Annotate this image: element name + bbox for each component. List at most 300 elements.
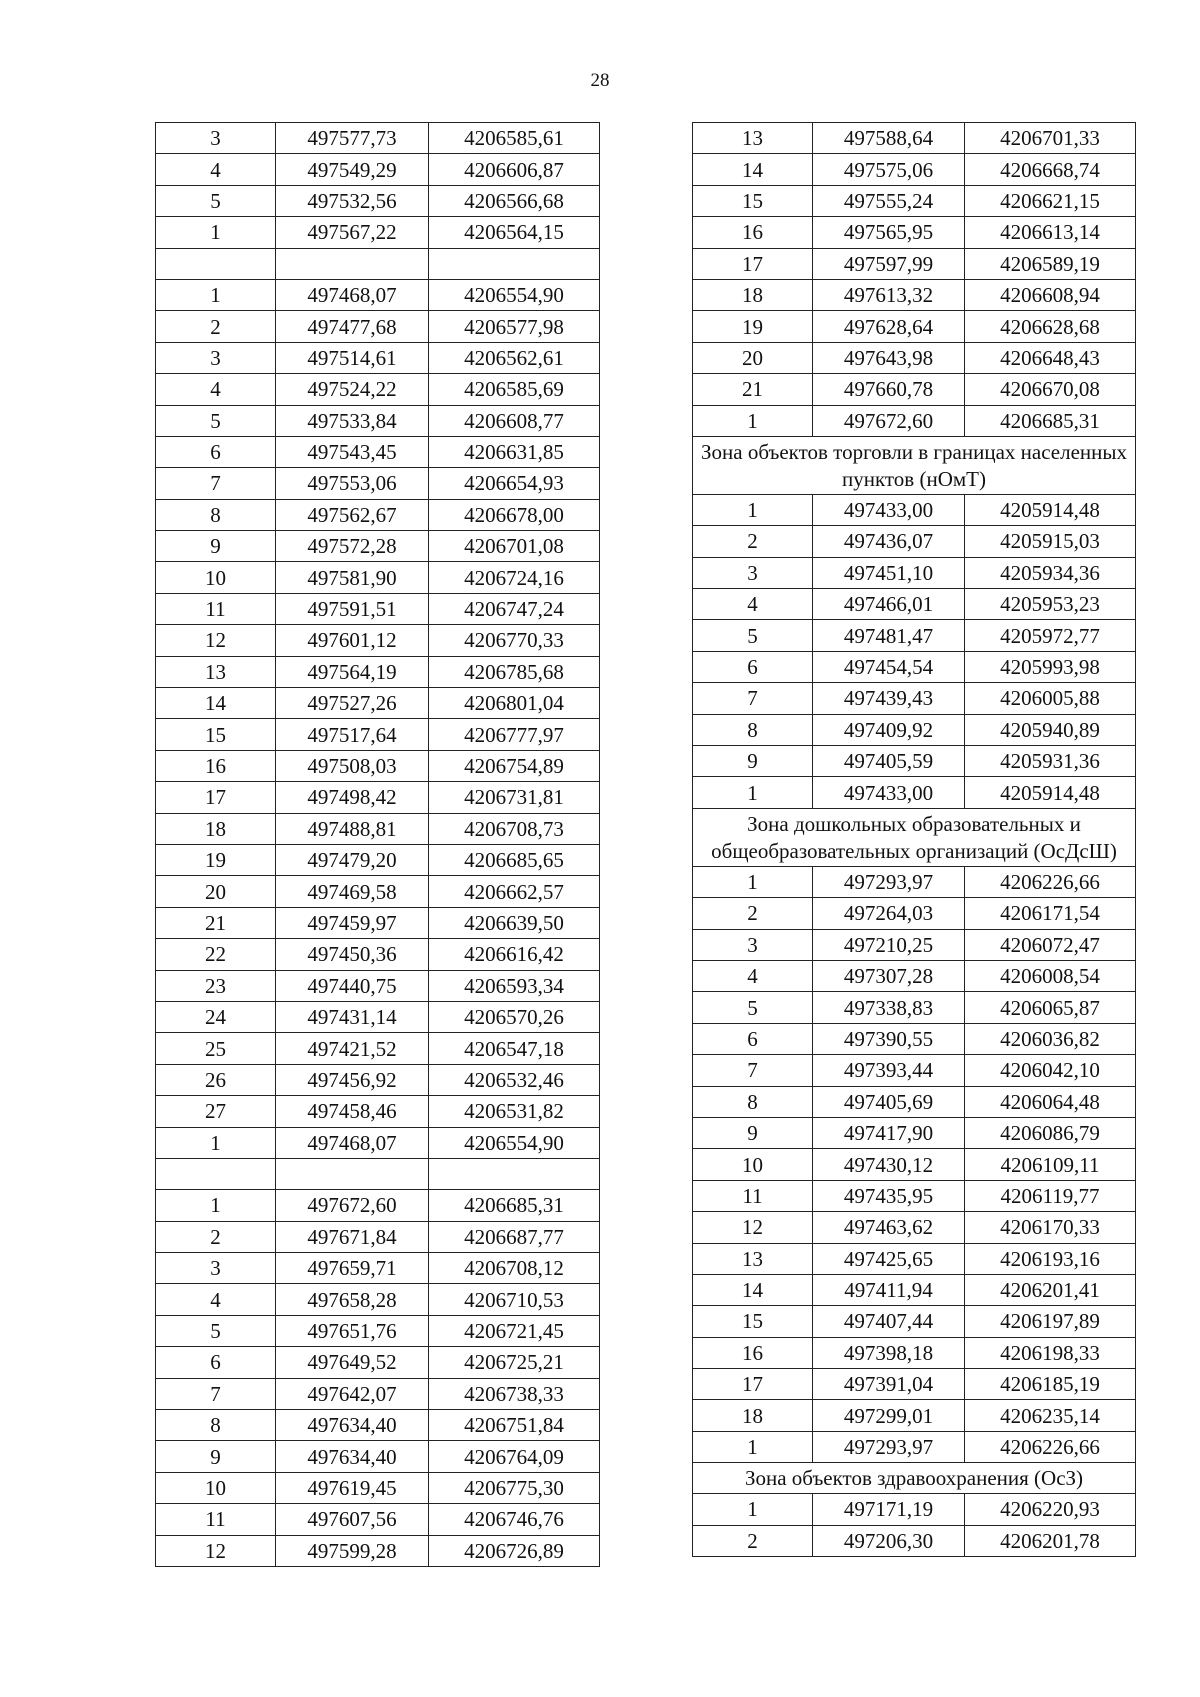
y-coordinate-cell: 4206198,33: [965, 1337, 1136, 1368]
table-row: [693, 1086, 1136, 1117]
y-coordinate-cell: 4205931,36: [965, 746, 1136, 777]
page-number: 28: [590, 70, 610, 91]
point-number-cell: 12: [693, 1212, 813, 1243]
y-coordinate-cell: 4206770,33: [429, 625, 600, 656]
x-coordinate-cell: 497660,78: [813, 374, 965, 405]
y-coordinate-cell: 4206639,50: [429, 907, 600, 938]
point-number-cell: 18: [156, 813, 276, 844]
x-coordinate-cell: 497527,26: [276, 688, 429, 719]
y-coordinate-cell: 4206724,16: [429, 562, 600, 593]
table-row: [693, 185, 1136, 216]
point-number-cell: 11: [693, 1180, 813, 1211]
table-row: [693, 1337, 1136, 1368]
y-coordinate-cell: 4206613,14: [965, 217, 1136, 248]
table-row: [156, 844, 600, 875]
point-number-cell: 22: [156, 939, 276, 970]
table-row: [156, 1127, 600, 1158]
y-coordinate-cell: 4206628,68: [965, 311, 1136, 342]
y-coordinate-cell: 4206185,19: [965, 1369, 1136, 1400]
x-coordinate-cell: 497425,65: [813, 1243, 965, 1274]
table-row: [156, 1001, 600, 1032]
y-coordinate-cell: 4206554,90: [429, 1127, 600, 1158]
table-row: [693, 494, 1136, 525]
table-row: [156, 656, 600, 687]
y-coordinate-cell: 4206072,47: [965, 929, 1136, 960]
table-row: [156, 1441, 600, 1472]
x-coordinate-cell: 497466,01: [813, 589, 965, 620]
x-coordinate-cell: 497649,52: [276, 1347, 429, 1378]
table-row: [693, 557, 1136, 588]
x-coordinate-cell: 497299,01: [813, 1400, 965, 1431]
x-coordinate-cell: 497468,07: [276, 1127, 429, 1158]
table-row: [156, 468, 600, 499]
table-row: [156, 750, 600, 781]
point-number-cell: 10: [156, 562, 276, 593]
point-number-cell: 4: [156, 374, 276, 405]
table-row: [693, 123, 1136, 154]
table-row: [156, 970, 600, 1001]
y-coordinate-cell: 4206065,87: [965, 992, 1136, 1023]
point-number-cell: 7: [693, 683, 813, 714]
point-number-cell: 7: [693, 1055, 813, 1086]
x-coordinate-cell: 497553,06: [276, 468, 429, 499]
table-row: [156, 154, 600, 185]
y-coordinate-cell: 4205934,36: [965, 557, 1136, 588]
table-row: [693, 154, 1136, 185]
x-coordinate-cell: 497577,73: [276, 123, 429, 154]
x-coordinate-cell: 497405,69: [813, 1086, 965, 1117]
y-coordinate-cell: 4205914,48: [965, 777, 1136, 808]
x-coordinate-cell: 497458,46: [276, 1096, 429, 1127]
table-row: [156, 1472, 600, 1503]
point-number-cell: 2: [156, 1221, 276, 1252]
coordinates-table-left-body: [156, 123, 600, 1567]
point-number-cell: 20: [156, 876, 276, 907]
point-number-cell: 6: [156, 436, 276, 467]
y-coordinate-cell: 4206201,41: [965, 1274, 1136, 1305]
x-coordinate-cell: 497672,60: [813, 405, 965, 436]
x-coordinate-cell: 497651,76: [276, 1315, 429, 1346]
y-coordinate-cell: 4206662,57: [429, 876, 600, 907]
y-coordinate-cell: 4206801,04: [429, 688, 600, 719]
y-coordinate-cell: 4205940,89: [965, 714, 1136, 745]
point-number-cell: 10: [693, 1149, 813, 1180]
point-number-cell: 3: [156, 1253, 276, 1284]
point-number-cell: 14: [693, 1274, 813, 1305]
point-number-cell: 5: [156, 1315, 276, 1346]
table-row: [156, 311, 600, 342]
point-number-cell: 17: [693, 248, 813, 279]
x-coordinate-cell: 497643,98: [813, 342, 965, 373]
table-row: [693, 777, 1136, 808]
point-number-cell: 9: [156, 1441, 276, 1472]
table-row: [156, 1284, 600, 1315]
table-row: [693, 405, 1136, 436]
point-number-cell: 27: [156, 1096, 276, 1127]
point-number-cell: 1: [693, 494, 813, 525]
table-row: [693, 929, 1136, 960]
y-coordinate-cell: 4206751,84: [429, 1410, 600, 1441]
x-coordinate-cell: 497451,10: [813, 557, 965, 588]
table-row: [156, 625, 600, 656]
y-coordinate-cell: 4205914,48: [965, 494, 1136, 525]
x-coordinate-cell: [276, 1158, 429, 1189]
table-row: [156, 279, 600, 310]
point-number-cell: 5: [156, 405, 276, 436]
y-coordinate-cell: 4206764,09: [429, 1441, 600, 1472]
x-coordinate-cell: 497459,97: [276, 907, 429, 938]
y-coordinate-cell: 4206593,34: [429, 970, 600, 1001]
point-number-cell: 14: [156, 688, 276, 719]
point-number-cell: 16: [156, 750, 276, 781]
table-row: [156, 436, 600, 467]
point-number-cell: 1: [693, 1494, 813, 1525]
x-coordinate-cell: 497628,64: [813, 311, 965, 342]
point-number-cell: [156, 1158, 276, 1189]
y-coordinate-cell: 4206708,12: [429, 1253, 600, 1284]
y-coordinate-cell: 4206785,68: [429, 656, 600, 687]
y-coordinate-cell: 4206008,54: [965, 960, 1136, 991]
x-coordinate-cell: 497469,58: [276, 876, 429, 907]
point-number-cell: 1: [156, 1190, 276, 1221]
table-row: [693, 1306, 1136, 1337]
table-row: [693, 248, 1136, 279]
y-coordinate-cell: 4206685,31: [965, 405, 1136, 436]
table-row: [693, 1212, 1136, 1243]
x-coordinate-cell: 497488,81: [276, 813, 429, 844]
point-number-cell: 3: [693, 929, 813, 960]
y-coordinate-cell: 4206685,65: [429, 844, 600, 875]
point-number-cell: 2: [156, 311, 276, 342]
point-number-cell: 23: [156, 970, 276, 1001]
table-row: [693, 1055, 1136, 1086]
point-number-cell: 13: [693, 1243, 813, 1274]
x-coordinate-cell: 497440,75: [276, 970, 429, 1001]
point-number-cell: 7: [156, 468, 276, 499]
table-row: [156, 562, 600, 593]
point-number-cell: 9: [693, 1117, 813, 1148]
table-row: [156, 782, 600, 813]
x-coordinate-cell: 497468,07: [276, 279, 429, 310]
y-coordinate-cell: 4206746,76: [429, 1504, 600, 1535]
point-number-cell: 2: [693, 526, 813, 557]
y-coordinate-cell: 4206608,77: [429, 405, 600, 436]
point-number-cell: 17: [156, 782, 276, 813]
point-number-cell: 5: [693, 992, 813, 1023]
y-coordinate-cell: 4206036,82: [965, 1023, 1136, 1054]
x-coordinate-cell: 497456,92: [276, 1064, 429, 1095]
y-coordinate-cell: 4206086,79: [965, 1117, 1136, 1148]
x-coordinate-cell: 497565,95: [813, 217, 965, 248]
y-coordinate-cell: 4206616,42: [429, 939, 600, 970]
table-row: [693, 1494, 1136, 1525]
point-number-cell: 21: [156, 907, 276, 938]
x-coordinate-cell: 497477,68: [276, 311, 429, 342]
point-number-cell: 24: [156, 1001, 276, 1032]
x-coordinate-cell: 497591,51: [276, 593, 429, 624]
point-number-cell: 6: [693, 1023, 813, 1054]
table-row: [156, 248, 600, 279]
point-number-cell: 1: [156, 217, 276, 248]
zone-header-row: [693, 808, 1136, 866]
x-coordinate-cell: 497393,44: [813, 1055, 965, 1086]
y-coordinate-cell: 4206220,93: [965, 1494, 1136, 1525]
table-row: [156, 1347, 600, 1378]
y-coordinate-cell: 4206531,82: [429, 1096, 600, 1127]
x-coordinate-cell: 497572,28: [276, 531, 429, 562]
x-coordinate-cell: 497430,12: [813, 1149, 965, 1180]
point-number-cell: 16: [693, 1337, 813, 1368]
table-row: [156, 1378, 600, 1409]
table-row: [156, 1033, 600, 1064]
x-coordinate-cell: 497264,03: [813, 898, 965, 929]
y-coordinate-cell: 4206577,98: [429, 311, 600, 342]
table-row: [693, 374, 1136, 405]
point-number-cell: 1: [156, 279, 276, 310]
x-coordinate-cell: 497672,60: [276, 1190, 429, 1221]
x-coordinate-cell: 497599,28: [276, 1535, 429, 1566]
y-coordinate-cell: 4206042,10: [965, 1055, 1136, 1086]
y-coordinate-cell: 4206606,87: [429, 154, 600, 185]
y-coordinate-cell: 4206562,61: [429, 342, 600, 373]
table-row: [156, 719, 600, 750]
x-coordinate-cell: 497642,07: [276, 1378, 429, 1409]
point-number-cell: 18: [693, 279, 813, 310]
x-coordinate-cell: 497390,55: [813, 1023, 965, 1054]
table-row: [693, 1400, 1136, 1431]
x-coordinate-cell: 497433,00: [813, 494, 965, 525]
point-number-cell: 9: [156, 531, 276, 562]
table-row: [156, 1253, 600, 1284]
table-row: [693, 992, 1136, 1023]
point-number-cell: 1: [693, 866, 813, 897]
y-coordinate-cell: 4206670,08: [965, 374, 1136, 405]
y-coordinate-cell: 4206585,61: [429, 123, 600, 154]
y-coordinate-cell: 4206721,45: [429, 1315, 600, 1346]
y-coordinate-cell: 4206710,53: [429, 1284, 600, 1315]
x-coordinate-cell: 497421,52: [276, 1033, 429, 1064]
x-coordinate-cell: 497671,84: [276, 1221, 429, 1252]
y-coordinate-cell: 4206064,48: [965, 1086, 1136, 1117]
table-row: [693, 1149, 1136, 1180]
table-row: [156, 1064, 600, 1095]
point-number-cell: 5: [156, 185, 276, 216]
x-coordinate-cell: 497607,56: [276, 1504, 429, 1535]
y-coordinate-cell: 4206608,94: [965, 279, 1136, 310]
x-coordinate-cell: 497398,18: [813, 1337, 965, 1368]
point-number-cell: [156, 248, 276, 279]
point-number-cell: 4: [156, 1284, 276, 1315]
x-coordinate-cell: 497435,95: [813, 1180, 965, 1211]
x-coordinate-cell: 497338,83: [813, 992, 965, 1023]
x-coordinate-cell: 497532,56: [276, 185, 429, 216]
y-coordinate-cell: 4205972,77: [965, 620, 1136, 651]
table-row: [693, 217, 1136, 248]
x-coordinate-cell: 497619,45: [276, 1472, 429, 1503]
x-coordinate-cell: 497581,90: [276, 562, 429, 593]
table-row: [693, 1369, 1136, 1400]
table-row: [693, 1525, 1136, 1556]
y-coordinate-cell: 4206631,85: [429, 436, 600, 467]
x-coordinate-cell: 497405,59: [813, 746, 965, 777]
table-row: [693, 620, 1136, 651]
table-row: [156, 1504, 600, 1535]
x-coordinate-cell: 497514,61: [276, 342, 429, 373]
table-row: [156, 1315, 600, 1346]
x-coordinate-cell: 497533,84: [276, 405, 429, 436]
y-coordinate-cell: 4206687,77: [429, 1221, 600, 1252]
table-row: [156, 123, 600, 154]
coordinates-table-left: [155, 122, 600, 1567]
y-coordinate-cell: 4206547,18: [429, 1033, 600, 1064]
point-number-cell: 1: [156, 1127, 276, 1158]
table-row: [156, 342, 600, 373]
coordinates-table-right-body: [693, 123, 1136, 1557]
point-number-cell: 25: [156, 1033, 276, 1064]
point-number-cell: 8: [693, 714, 813, 745]
point-number-cell: 8: [156, 1410, 276, 1441]
y-coordinate-cell: 4206201,78: [965, 1525, 1136, 1556]
y-coordinate-cell: 4206197,89: [965, 1306, 1136, 1337]
y-coordinate-cell: 4206226,66: [965, 866, 1136, 897]
x-coordinate-cell: 497634,40: [276, 1441, 429, 1472]
table-row: [693, 683, 1136, 714]
table-row: [693, 651, 1136, 682]
point-number-cell: 3: [156, 123, 276, 154]
x-coordinate-cell: 497417,90: [813, 1117, 965, 1148]
table-row: [156, 688, 600, 719]
table-row: [156, 531, 600, 562]
y-coordinate-cell: 4206725,21: [429, 1347, 600, 1378]
x-coordinate-cell: 497588,64: [813, 123, 965, 154]
table-row: [693, 279, 1136, 310]
y-coordinate-cell: [429, 248, 600, 279]
y-coordinate-cell: 4206747,24: [429, 593, 600, 624]
x-coordinate-cell: 497613,32: [813, 279, 965, 310]
point-number-cell: 6: [693, 651, 813, 682]
table-row: [156, 499, 600, 530]
point-number-cell: 19: [156, 844, 276, 875]
y-coordinate-cell: 4206708,73: [429, 813, 600, 844]
x-coordinate-cell: 497659,71: [276, 1253, 429, 1284]
x-coordinate-cell: 497411,94: [813, 1274, 965, 1305]
y-coordinate-cell: 4206171,54: [965, 898, 1136, 929]
point-number-cell: 12: [156, 625, 276, 656]
point-number-cell: 1: [693, 405, 813, 436]
y-coordinate-cell: [429, 1158, 600, 1189]
point-number-cell: 2: [693, 898, 813, 929]
y-coordinate-cell: 4206668,74: [965, 154, 1136, 185]
table-row: [156, 876, 600, 907]
y-coordinate-cell: 4206589,19: [965, 248, 1136, 279]
x-coordinate-cell: 497293,97: [813, 1431, 965, 1462]
point-number-cell: 13: [693, 123, 813, 154]
table-row: [156, 1410, 600, 1441]
table-row: [693, 1274, 1136, 1305]
x-coordinate-cell: 497658,28: [276, 1284, 429, 1315]
y-coordinate-cell: 4206170,33: [965, 1212, 1136, 1243]
point-number-cell: 11: [156, 1504, 276, 1535]
table-row: [693, 960, 1136, 991]
zone-title: Зона объектов торговли в границах населенных пунктов (нОмТ): [693, 436, 1136, 494]
point-number-cell: 13: [156, 656, 276, 687]
point-number-cell: 14: [693, 154, 813, 185]
y-coordinate-cell: 4206570,26: [429, 1001, 600, 1032]
point-number-cell: 18: [693, 1400, 813, 1431]
y-coordinate-cell: 4206738,33: [429, 1378, 600, 1409]
table-row: [693, 714, 1136, 745]
x-coordinate-cell: 497575,06: [813, 154, 965, 185]
y-coordinate-cell: 4206532,46: [429, 1064, 600, 1095]
point-number-cell: 1: [693, 777, 813, 808]
zone-title: Зона объектов здравоохранения (ОсЗ): [693, 1463, 1136, 1494]
y-coordinate-cell: 4206678,00: [429, 499, 600, 530]
table-row: [156, 405, 600, 436]
y-coordinate-cell: 4206775,30: [429, 1472, 600, 1503]
table-row: [693, 898, 1136, 929]
y-coordinate-cell: 4206554,90: [429, 279, 600, 310]
y-coordinate-cell: 4205993,98: [965, 651, 1136, 682]
x-coordinate-cell: 497439,43: [813, 683, 965, 714]
table-row: [693, 746, 1136, 777]
y-coordinate-cell: 4205915,03: [965, 526, 1136, 557]
table-row: [156, 813, 600, 844]
y-coordinate-cell: 4206726,89: [429, 1535, 600, 1566]
point-number-cell: 21: [693, 374, 813, 405]
y-coordinate-cell: 4206585,69: [429, 374, 600, 405]
point-number-cell: 10: [156, 1472, 276, 1503]
y-coordinate-cell: 4206119,77: [965, 1180, 1136, 1211]
point-number-cell: 15: [693, 1306, 813, 1337]
table-row: [156, 1535, 600, 1566]
point-number-cell: 17: [693, 1369, 813, 1400]
x-coordinate-cell: 497307,28: [813, 960, 965, 991]
x-coordinate-cell: 497562,67: [276, 499, 429, 530]
x-coordinate-cell: 497555,24: [813, 185, 965, 216]
table-row: [693, 526, 1136, 557]
table-row: [156, 1190, 600, 1221]
point-number-cell: 26: [156, 1064, 276, 1095]
zone-header-row: [693, 436, 1136, 494]
point-number-cell: 15: [693, 185, 813, 216]
point-number-cell: 4: [693, 960, 813, 991]
table-row: [693, 311, 1136, 342]
x-coordinate-cell: 497549,29: [276, 154, 429, 185]
y-coordinate-cell: 4206005,88: [965, 683, 1136, 714]
zone-header-row: [693, 1463, 1136, 1494]
point-number-cell: 4: [156, 154, 276, 185]
x-coordinate-cell: 497508,03: [276, 750, 429, 781]
point-number-cell: 4: [693, 589, 813, 620]
x-coordinate-cell: 497436,07: [813, 526, 965, 557]
zone-title: Зона дошкольных образовательных и общеобразовательных организаций (ОсДсШ): [693, 808, 1136, 866]
x-coordinate-cell: 497431,14: [276, 1001, 429, 1032]
table-row: [693, 589, 1136, 620]
point-number-cell: 3: [693, 557, 813, 588]
table-row: [693, 1117, 1136, 1148]
table-row: [156, 1221, 600, 1252]
y-coordinate-cell: 4205953,23: [965, 589, 1136, 620]
x-coordinate-cell: 497601,12: [276, 625, 429, 656]
point-number-cell: 8: [156, 499, 276, 530]
y-coordinate-cell: 4206777,97: [429, 719, 600, 750]
point-number-cell: 11: [156, 593, 276, 624]
point-number-cell: 3: [156, 342, 276, 373]
table-row: [693, 1243, 1136, 1274]
table-row: [693, 342, 1136, 373]
x-coordinate-cell: 497450,36: [276, 939, 429, 970]
point-number-cell: 7: [156, 1378, 276, 1409]
